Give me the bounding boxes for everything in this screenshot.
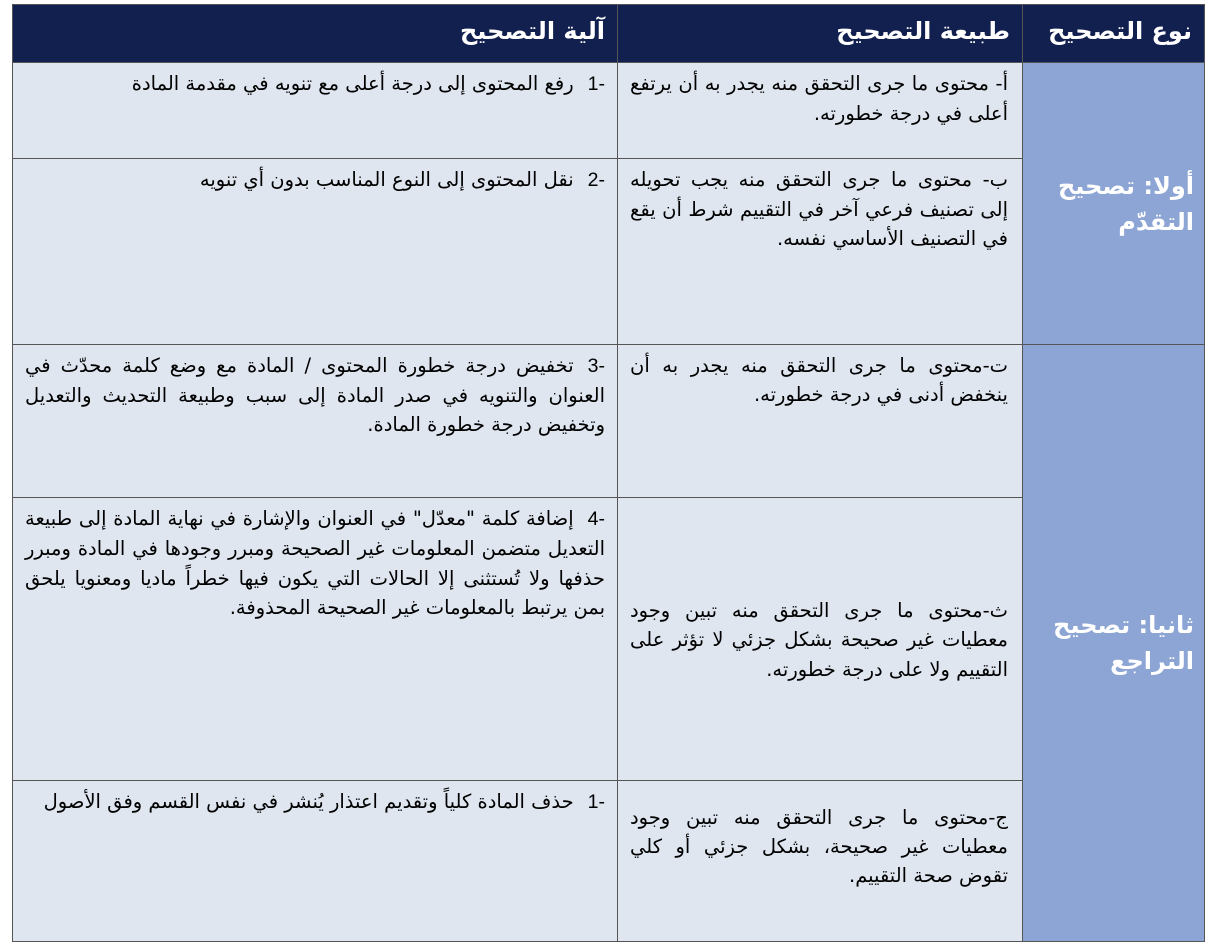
mechanism-number: 3- <box>587 354 605 377</box>
type-progress: أولا: تصحيح التقدّم <box>1023 63 1205 344</box>
mechanism-cell <box>13 344 618 497</box>
mechanism-text: حذف المادة كلياً وتقديم اعتذار يُنشر في نفس القسم وفق الأصول <box>43 789 574 813</box>
table-row <box>13 63 1205 159</box>
nature-cell: ج-محتوى ما جرى التحقق منه تبين وجود معطيات غير صحيحة، بشكل جزئي أو كلي تقوض صحة التقييم. <box>618 780 1023 941</box>
header-nature: طبيعة التصحيح <box>618 5 1023 63</box>
header-mechanism: آلية التصحيح <box>13 5 618 63</box>
nature-cell: ث-محتوى ما جرى التحقق منه تبين وجود معطيات غير صحيحة بشكل جزئي لا تؤثر على التقييم ولا على درجة خطورته. <box>618 498 1023 780</box>
nature-cell: ت-محتوى ما جرى التحقق منه يجدر به أن ينخفض أدنى في درجة خطورته. <box>618 344 1023 497</box>
mechanism-number: 1- <box>587 73 605 96</box>
table-row <box>13 344 1205 497</box>
mechanism-number: 4- <box>587 508 605 531</box>
nature-cell: أ- محتوى ما جرى التحقق منه يجدر به أن يرتفع أعلى في درجة خطورته. <box>618 63 1023 159</box>
mechanism-cell <box>13 63 618 159</box>
mechanism-cell <box>13 780 618 941</box>
mechanism-text: نقل المحتوى إلى النوع المناسب بدون أي تنويه <box>199 168 574 192</box>
type-regression: ثانيا: تصحيح التراجع <box>1023 344 1205 941</box>
mechanism-text: رفع المحتوى إلى درجة أعلى مع تنويه في مقدمة المادة <box>131 72 574 96</box>
header-row <box>13 5 1205 63</box>
nature-cell: ب- محتوى ما جرى التحقق منه يجب تحويله إلى تصنيف فرعي آخر في التقييم شرط أن يقع في التصنيف الأساسي نفسه. <box>618 159 1023 345</box>
mechanism-number: 2- <box>587 169 605 192</box>
header-type: نوع التصحيح <box>1023 5 1205 63</box>
mechanism-number: 1- <box>587 790 605 813</box>
correction-table <box>12 4 1205 942</box>
mechanism-cell <box>13 159 618 345</box>
mechanism-cell <box>13 498 618 780</box>
mechanism-text: إضافة كلمة "معدّل" في العنوان والإشارة في نهاية المادة إلى طبيعة التعديل متضمن المعلومات غير الصحيحة ومبرر وجودها في المادة ومبرر حذفها ولا تُستثنى إلا الحالات التي يكون فيها خطراً ماديا ومعنويا يلحق بمن يرتبط بالمعلومات غير الصحيحة المحذوفة. <box>25 507 605 619</box>
mechanism-text: تخفيض درجة خطورة المحتوى / المادة مع وضع كلمة محدّث في العنوان والتنويه في صدر المادة إلى سبب وطبيعة التحديث والتعديل وتخفيض درجة خطورة المادة. <box>25 353 605 437</box>
